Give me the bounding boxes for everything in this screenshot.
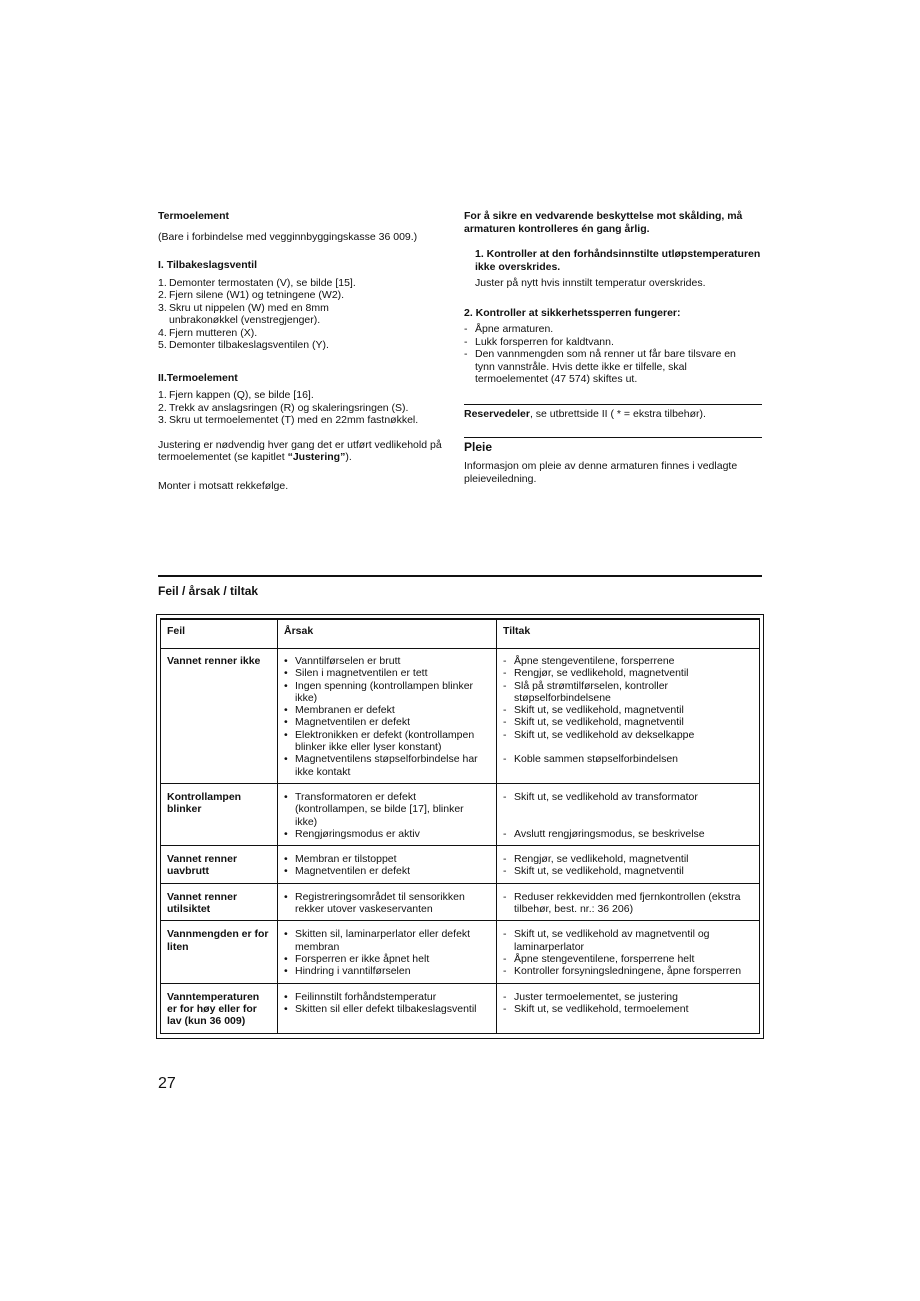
step-item: 1. Fjern kappen (Q), se bilde [16]. (158, 389, 314, 401)
tiltak-cell: - Reduser rekkevidden med fjernkontrollen (ekstra tilbehør, best. nr.: 36 206) (497, 883, 760, 921)
pleie-text: Informasjon om pleie av denne armaturen finnes i vedlagte pleieveiledning. (464, 460, 738, 485)
arsak-cell: • Transformatoren er defekt (kontrollampen, se bilde [17], blinker ikke) • Rengjøringsmodus er aktiv (278, 783, 497, 845)
step-item: 2. Fjern silene (W1) og tetningene (W2). (158, 289, 345, 301)
arsak-cell: • Registreringsområdet til sensorikken rekker utover vaskeservanten (278, 883, 497, 921)
table-row (161, 649, 760, 784)
arsak-cell: • Skitten sil, laminarperlator eller defekt membran • Forsperren er ikke åpnet helt • Hindring i vanntilførselen (278, 921, 497, 983)
justering-note: Justering er nødvendig hver gang det er utført vedlikehold på termoelementet (se kapitlet “Justering”). (158, 438, 442, 463)
feil-cell: Vannmengden er for liten (161, 921, 278, 983)
table-section-divider (158, 575, 762, 577)
table-row (161, 983, 760, 1034)
step-item: 3. Skru ut nippelen (W) med en 8mm unbrakonøkkel (venstregjenger). (158, 301, 329, 326)
check-1-text: Juster på nytt hvis innstilt temperatur overskrides. (475, 277, 706, 289)
feil-cell: Kontrollampen blinker (161, 783, 278, 845)
header-feil: Feil (161, 619, 278, 649)
termoelement-heading: Termoelement (158, 210, 229, 222)
termoelement-note: (Bare i forbindelse med vegginnbyggingskasse 36 009.) (158, 230, 418, 243)
header-tiltak: Tiltak (497, 619, 760, 649)
check-2-list (464, 323, 762, 386)
feil-cell: Vannet renner ikke (161, 649, 278, 784)
table-header-row (161, 619, 760, 649)
table-section-title: Feil / årsak / tiltak (158, 584, 259, 598)
feil-cell: Vanntemperaturen er for høy eller for lav (kun 36 009) (161, 983, 278, 1034)
arsak-cell: • Vanntilførselen er brutt • Silen i magnetventilen er tett • Ingen spenning (kontrollampen blinker ikke) • Membranen er defekt • Magnetventilen er defekt • Elektronikken er defekt (kontrollampen blinker ikke eller lyser konstant) • Magnetventilens støpselforbindelse har ikke kontakt (278, 649, 497, 784)
monter-note: Monter i motsatt rekkefølge. (158, 479, 289, 492)
feil-cell: Vannet renner uavbrutt (161, 846, 278, 884)
table-row (161, 783, 760, 845)
right-column (464, 210, 762, 386)
page-number: 27 (158, 1075, 176, 1092)
tiltak-cell: - Rengjør, se vedlikehold, magnetventil - Skift ut, se vedlikehold, magnetventil (497, 846, 760, 884)
step-item: 2. Trekk av anslagsringen (R) og skaleringsringen (S). (158, 401, 409, 414)
header-arsak: Årsak (278, 619, 497, 649)
tilbakeslagsventil-steps (158, 277, 454, 352)
step-item: 3. Skru ut termoelementet (T) med en 22mm fastnøkkel. (158, 414, 419, 426)
check-1-heading: 1. Kontroller at den forhåndsinnstilte utløpstemperaturen ikke overskrides. (475, 248, 761, 273)
tiltak-cell: - Skift ut, se vedlikehold av transformator - Avslutt rengjøringsmodus, se beskrivelse (497, 783, 760, 845)
check-2-item: - Den vannmengden som nå renner ut får bare tilsvare en tynn vannstråle. Hvis dette ikke er tilfelle, skal termoelementet (47 574) skiftes ut. (464, 348, 736, 385)
step-item: 5. Demonter tilbakeslagsventilen (Y). (158, 339, 329, 351)
tilbakeslagsventil-heading: I. Tilbakeslagsventil (158, 259, 258, 271)
feil-cell: Vannet renner utilsiktet (161, 883, 278, 921)
left-column (158, 210, 454, 492)
termoelement-steps (158, 389, 454, 427)
tiltak-cell: - Juster termoelementet, se justering - Skift ut, se vedlikehold, termoelement (497, 983, 760, 1034)
troubleshooting-table (160, 618, 760, 1034)
reservedeler-line: Reservedeler, se utbrettside II ( * = ekstra tilbehør). (464, 408, 706, 420)
pleie-heading: Pleie (464, 440, 493, 454)
reserve-divider (464, 404, 762, 405)
troubleshooting-table-frame (156, 614, 764, 1039)
check-2-item: - Lukk forsperren for kaldtvann. (464, 335, 614, 348)
check-2-item: - Åpne armaturen. (464, 323, 554, 335)
step-item: 4. Fjern mutteren (X). (158, 326, 258, 339)
tiltak-cell: - Åpne stengeventilene, forsperrene - Rengjør, se vedlikehold, magnetventil - Slå på strømtilførselen, kontroller støpselforbindelsene - Skift ut, se vedlikehold, magnetventil - Skift ut, se vedlikehold, magnetventil - Skift ut, se vedlikehold av dekselkappe - Koble sammen støpselforbindelsen (497, 649, 760, 784)
tiltak-cell: - Skift ut, se vedlikehold av magnetventil og laminarperlator - Åpne stengeventilene, forsperrene helt - Kontroller forsyningsledningene, åpne forsperren (497, 921, 760, 983)
table-row (161, 921, 760, 983)
table-row (161, 846, 760, 884)
arsak-cell: • Membran er tilstoppet • Magnetventilen er defekt (278, 846, 497, 884)
termoelement-section-heading: II.Termoelement (158, 371, 238, 384)
pleie-divider (464, 437, 762, 438)
step-item: 1. Demonter termostaten (V), se bilde [15]. (158, 276, 356, 289)
check-2-heading: 2. Kontroller at sikkerhetssperren fungerer: (464, 306, 681, 319)
arsak-cell: • Feilinnstilt forhåndstemperatur • Skitten sil eller defekt tilbakeslagsventil (278, 983, 497, 1034)
safety-intro: For å sikre en vedvarende beskyttelse mot skålding, må armaturen kontrolleres én gang årlig. (464, 210, 743, 235)
table-row (161, 883, 760, 921)
